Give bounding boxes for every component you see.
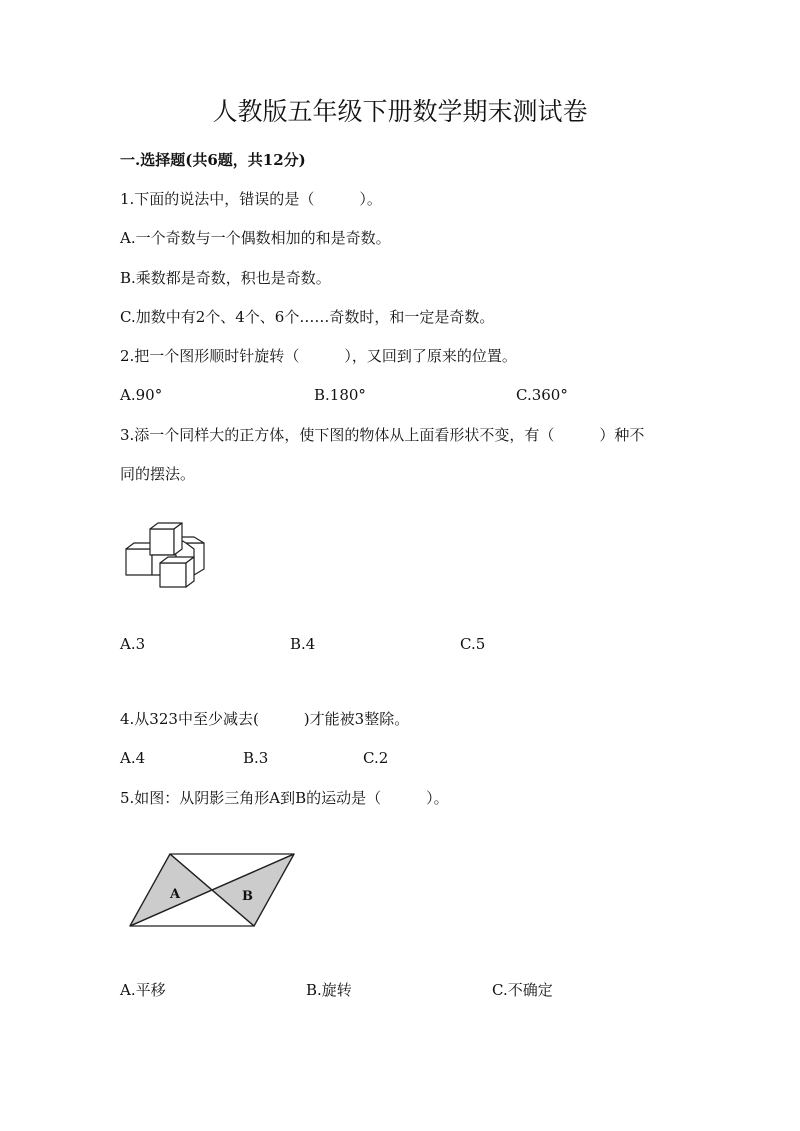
q3-option-b: B.4 xyxy=(290,635,316,653)
triangle-label-a: A xyxy=(170,887,181,902)
triangle-label-b: B xyxy=(242,889,253,904)
q4-option-a: A.4 xyxy=(120,749,146,767)
parallelogram-triangles-figure xyxy=(126,852,300,930)
q1-stem: 1.下面的说法中，错误的是（ ）。 xyxy=(120,190,382,208)
q1-option-b: B.乘数都是奇数，积也是奇数。 xyxy=(120,269,331,287)
q5-option-c: C.不确定 xyxy=(492,981,553,999)
q5-stem: 5.如图：从阴影三角形A到B的运动是（ ）。 xyxy=(120,789,449,807)
section-heading-choice: 一.选择题(共6题，共12分) xyxy=(120,151,306,169)
q5-option-a: A.平移 xyxy=(120,981,166,999)
q2-option-c: C.360° xyxy=(516,386,568,404)
q2-stem: 2.把一个图形顺时针旋转（ ），又回到了原来的位置。 xyxy=(120,347,517,365)
q3-stem-line2: 同的摆法。 xyxy=(120,465,196,483)
q1-option-c: C.加数中有2个、4个、6个……奇数时，和一定是奇数。 xyxy=(120,308,495,326)
q3-option-a: A.3 xyxy=(120,635,146,653)
q4-option-b: B.3 xyxy=(243,749,269,767)
q4-stem: 4.从323中至少减去( )才能被3整除。 xyxy=(120,710,410,728)
q5-option-b: B.旋转 xyxy=(306,981,352,999)
q3-option-c: C.5 xyxy=(460,635,486,653)
cube-stack-figure xyxy=(124,519,210,589)
q4-option-c: C.2 xyxy=(363,749,389,767)
q2-option-b: B.180° xyxy=(314,386,366,404)
q2-option-a: A.90° xyxy=(120,386,163,404)
page-title: 人教版五年级下册数学期末测试卷 xyxy=(212,97,588,126)
q3-stem-line1: 3.添一个同样大的正方体，使下图的物体从上面看形状不变，有（ ）种不 xyxy=(120,426,645,444)
q1-option-a: A.一个奇数与一个偶数相加的和是奇数。 xyxy=(120,229,391,247)
